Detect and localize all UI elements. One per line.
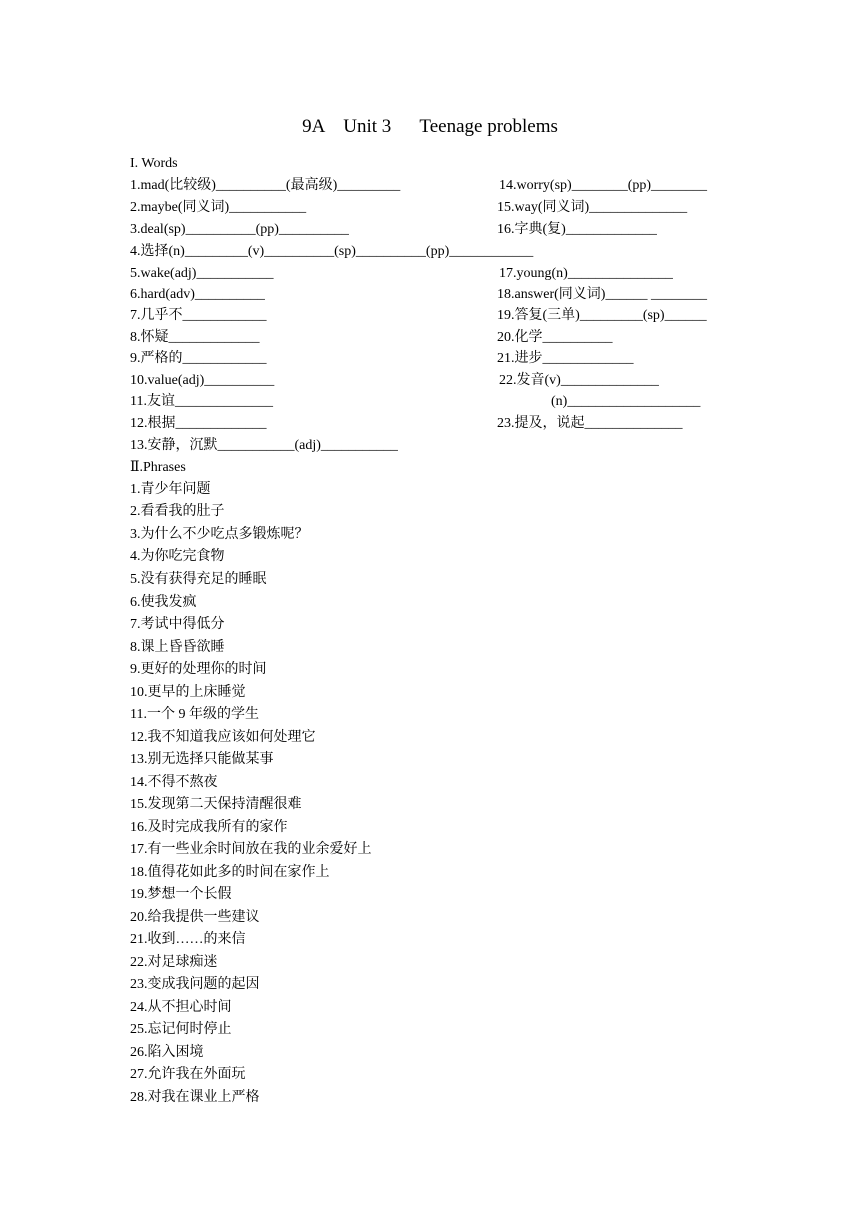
phrase-item: 1.青少年问题 (130, 482, 211, 497)
word-item: 17.young(n)_______________ (499, 266, 673, 281)
phrase-item: 16.及时完成我所有的家作 (130, 820, 288, 835)
phrase-item: 11.一个 9 年级的学生 (130, 707, 259, 722)
words-heading: I. Words (130, 156, 178, 171)
phrase-item: 28.对我在课业上严格 (130, 1090, 260, 1105)
phrase-item: 6.使我发疯 (130, 595, 197, 610)
word-item: 5.wake(adj)___________ (130, 266, 274, 281)
word-item: 14.worry(sp)________(pp)________ (499, 178, 708, 193)
page-title: 9A Unit 3 Teenage problems (302, 116, 558, 137)
phrase-item: 22.对足球痴迷 (130, 955, 218, 970)
word-item: 3.deal(sp)__________(pp)__________ (130, 222, 349, 237)
phrase-item: 20.给我提供一些建议 (130, 910, 260, 925)
word-item: (n)___________________ (551, 394, 701, 409)
phrase-item: 18.值得花如此多的时间在家作上 (130, 865, 330, 880)
phrase-item: 24.从不担心时间 (130, 1000, 232, 1015)
word-item: 16.字典(复)_____________ (497, 222, 657, 237)
word-item: 9.严格的____________ (130, 351, 267, 366)
word-item: 4.选择(n)_________(v)__________(sp)__________(pp)____________ (130, 244, 534, 259)
word-item: 20.化学__________ (497, 330, 613, 345)
phrase-item: 10.更早的上床睡觉 (130, 685, 246, 700)
word-item: 1.mad(比较级)__________(最高级)_________ (130, 178, 401, 193)
word-item: 19.答复(三单)_________(sp)______ (497, 308, 707, 323)
phrase-item: 9.更好的处理你的时间 (130, 662, 267, 677)
word-item: 7.几乎不____________ (130, 308, 267, 323)
phrase-item: 7.考试中得低分 (130, 617, 225, 632)
word-item: 13.安静，沉默___________(adj)___________ (130, 438, 398, 453)
phrase-item: 3.为什么不少吃点多锻炼呢？ (130, 527, 309, 542)
word-item: 10.value(adj)__________ (130, 373, 275, 388)
word-item: 21.进步_____________ (497, 351, 634, 366)
word-item: 22.发音(v)______________ (499, 373, 659, 388)
phrase-item: 21.收到……的来信 (130, 932, 246, 947)
phrase-item: 26.陷入困境 (130, 1045, 204, 1060)
phrase-item: 4.为你吃完食物 (130, 549, 225, 564)
phrase-item: 12.我不知道我应该如何处理它 (130, 730, 316, 745)
phrase-item: 19.梦想一个长假 (130, 887, 232, 902)
phrase-item: 2.看看我的肚子 (130, 504, 225, 519)
phrase-item: 25.忘记何时停止 (130, 1022, 232, 1037)
word-item: 18.answer(同义词)______ ________ (497, 287, 707, 302)
phrase-item: 13.别无选择只能做某事 (130, 752, 274, 767)
phrase-item: 15.发现第二天保持清醒很难 (130, 797, 302, 812)
phrase-item: 5.没有获得充足的睡眠 (130, 572, 267, 587)
word-item: 15.way(同义词)______________ (497, 200, 688, 215)
word-item: 12.根据_____________ (130, 416, 267, 431)
phrase-item: 17.有一些业余时间放在我的业余爱好上 (130, 842, 372, 857)
phrases-heading: Ⅱ.Phrases (130, 460, 186, 475)
word-item: 2.maybe(同义词)___________ (130, 200, 307, 215)
word-item: 8.怀疑_____________ (130, 330, 260, 345)
word-item: 6.hard(adv)__________ (130, 287, 265, 302)
phrase-item: 8.课上昏昏欲睡 (130, 640, 225, 655)
phrase-item: 23.变成我问题的起因 (130, 977, 260, 992)
word-item: 23.提及，说起______________ (497, 416, 683, 431)
word-item: 11.友谊______________ (130, 394, 273, 409)
phrase-item: 14.不得不熬夜 (130, 775, 218, 790)
phrase-item: 27.允许我在外面玩 (130, 1067, 246, 1082)
